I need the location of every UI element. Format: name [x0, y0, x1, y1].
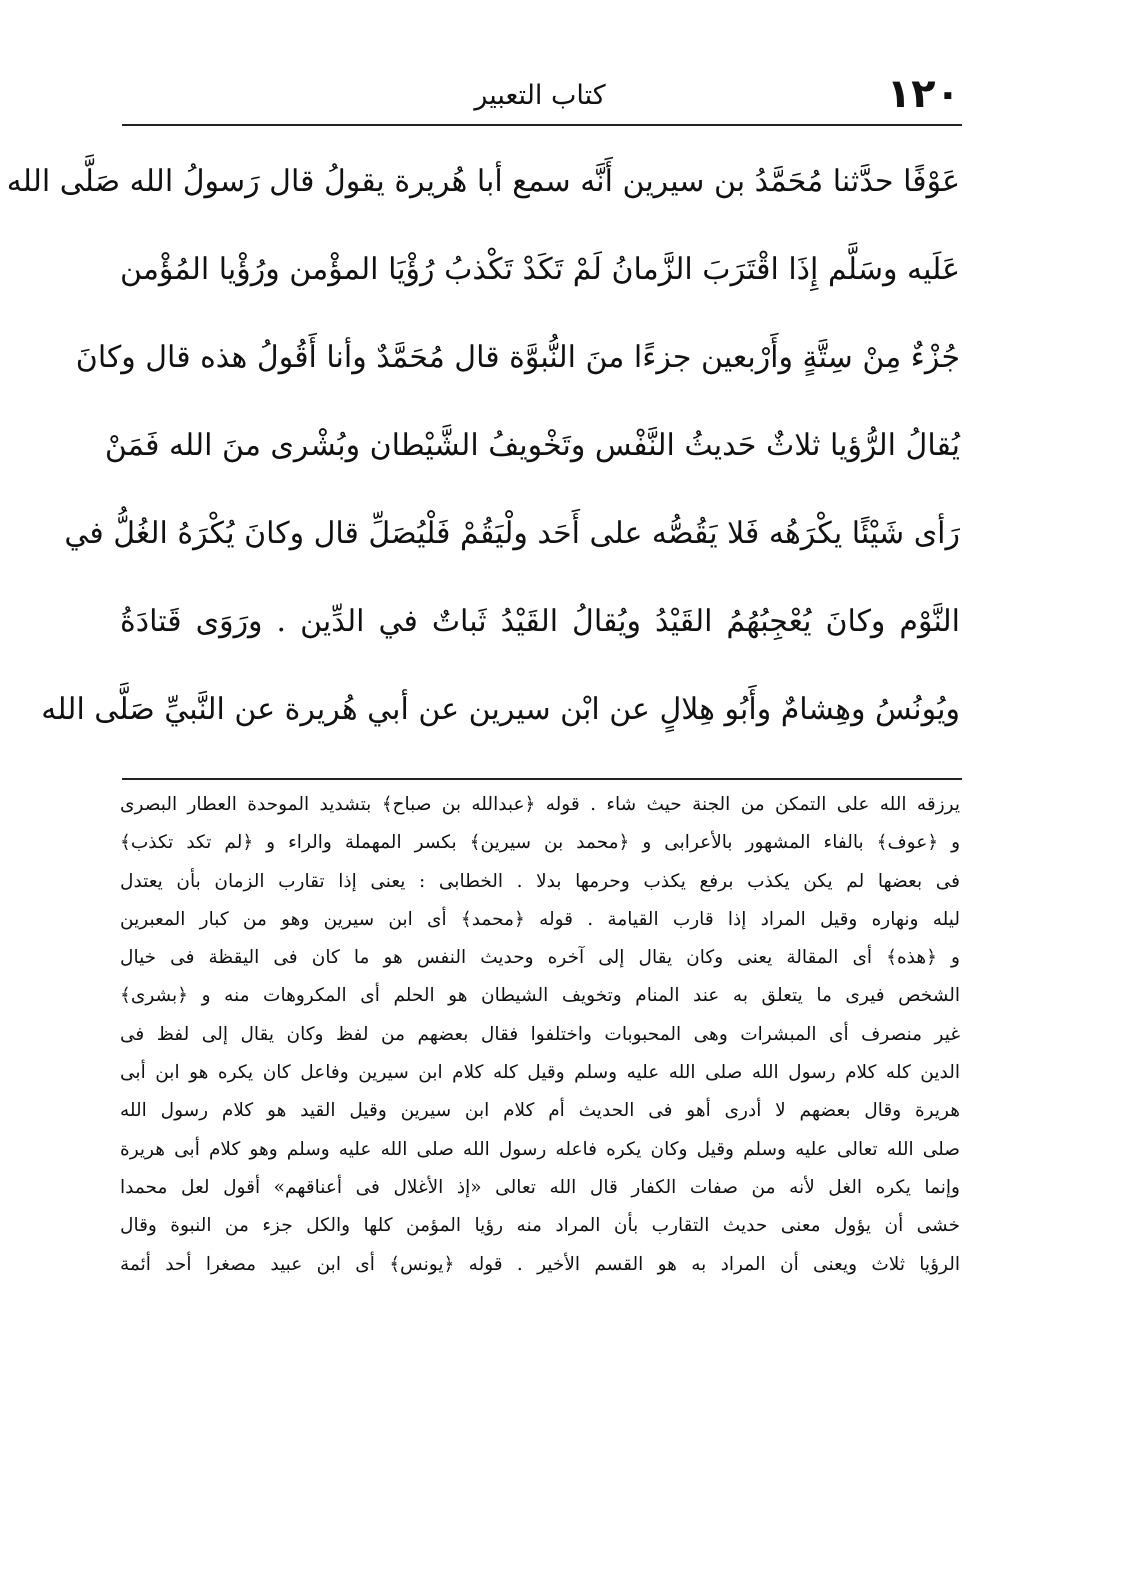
commentary-line: ليله ونهاره وقيل المراد إذا قارب القيامة . قوله ﴿محمد﴾ أى ابن سيرين وهو من كبار المعبرين	[120, 908, 960, 930]
commentary-divider	[122, 778, 962, 780]
commentary-text	[120, 786, 960, 1284]
running-title: كتاب التعبير	[474, 80, 606, 111]
header-divider	[122, 124, 962, 126]
commentary-line: الشخص فيرى ما يتعلق به عند المنام وتخويف الشيطان هو الحلم أى المكروهات منه و ﴿بشرى﴾	[120, 985, 960, 1007]
commentary-line: هريرة وقال بعضهم لا أدرى أهو فى الحديث أم كلام ابن سيرين وقيل القيد هو كلام رسول الله	[120, 1100, 960, 1122]
commentary-line: الدين كله كلام رسول الله صلى الله عليه وسلم وقيل كله كلام ابن سيرين وفاعل كان يكره هو ابن أبى	[120, 1062, 960, 1084]
commentary-line: خشى أن يؤول معنى حديث التقارب بأن المراد منه رؤيا المؤمن كلها والكل جزء من النبوة وقال	[120, 1215, 960, 1237]
main-text-line: عَلَيه وسَلَّم إِذَا اقْتَرَبَ الزَّمانُ لَمْ تَكَدْ تَكْذبُ رُؤْيَا المؤْمن ورُؤْيا المُؤْمن	[120, 252, 960, 287]
main-text-line: رَأى شَيْئًا يكْرَهُه فَلا يَقُصُّه على أَحَد ولْيَقُمْ فَلْيُصَلِّ قال وكانَ يُكْرَهُ الغُلُّ في	[64, 516, 960, 551]
commentary-line: فى بعضها لم يكن يكذب برفع يكذب وحرمها بدلا . الخطابى : يعنى إذا تقارب الزمان بأن يعتدل	[120, 870, 960, 892]
commentary-line: و ﴿عوف﴾ بالفاء المشهور بالأعرابى و ﴿محمد بن سيرين﴾ بكسر المهملة والراء و ﴿لم تكد تكذب﴾	[120, 832, 960, 854]
commentary-line: صلى الله تعالى عليه وسلم وقيل وكان يكره فاعله رسول الله صلى الله عليه وسلم وهو كلام أبى هريرة	[120, 1138, 960, 1160]
main-text-line: النَّوْم وكانَ يُعْجِبُهُمُ القَيْدُ ويُقالُ القَيْدُ ثَباتٌ في الدِّين . ورَوَى قَتادَةُ	[120, 604, 960, 639]
main-hadith-text	[6, 138, 960, 754]
page-header	[120, 72, 960, 118]
main-text-line: ويُونُسُ وهِشامٌ وأَبُو هِلالٍ عن ابْن سيرين عن أبي هُريرة عن النَّبيِّ صَلَّى الله	[41, 692, 960, 727]
commentary-line: غير منصرف أى المبشرات وهى المحبوبات واختلفوا فقال بعضهم من لفظ وكان يقال إلى لفظ فى	[120, 1023, 960, 1045]
commentary-line: الرؤيا ثلاث ويعنى أن المراد به هو القسم الأخير . قوله ﴿يونس﴾ أى ابن عبيد مصغرا أحد أئمة	[120, 1253, 960, 1275]
main-text-line: عَوْفًا حدَّثنا مُحَمَّدُ بن سيرين أَنَّه سمع أبا هُريرة يقولُ قال رَسولُ الله صَلَّى الله	[6, 164, 960, 199]
main-text-line: جُزْءٌ مِنْ سِتَّةٍ وأَرْبعين جزءًا منَ النُّبوَّة قال مُحَمَّدٌ وأنا أَقُولُ هذه قال وكانَ	[75, 340, 960, 375]
commentary-line: و ﴿هذه﴾ أى المقالة يعنى وكان يقال إلى آخره وحديث النفس هو ما كان فى اليقظة فى خيال	[120, 947, 960, 969]
main-text-line: يُقالُ الرُّؤيا ثلاثٌ حَديثُ النَّفْس وتَخْويفُ الشَّيْطان وبُشْرى منَ الله فَمَنْ	[104, 428, 960, 463]
page-number: ١٢٠	[886, 71, 960, 117]
commentary-line: وإنما يكره الغل لأنه من صفات الكفار قال الله تعالى «إذ الأغلال فى أعناقهم» أقول لعل محمدا	[120, 1176, 960, 1198]
commentary-line: يرزقه الله على التمكن من الجنة حيث شاء . قوله ﴿عبدالله بن صباح﴾ بتشديد الموحدة العطار البصرى	[120, 794, 960, 815]
